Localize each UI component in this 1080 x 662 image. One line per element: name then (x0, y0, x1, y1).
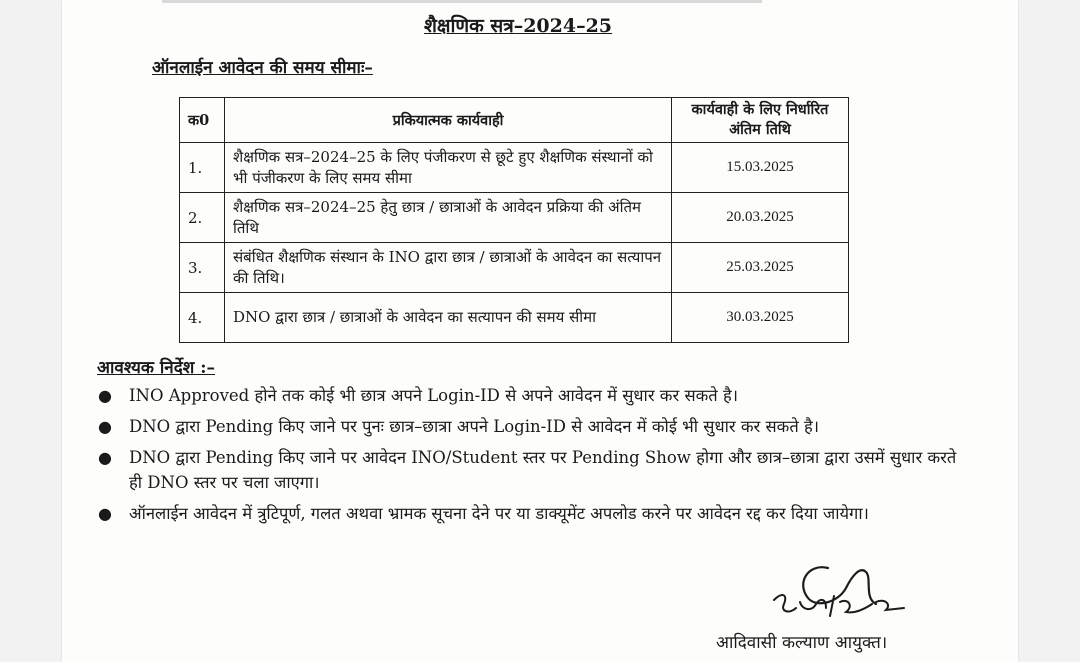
note-text: ऑनलाईन आवेदन में त्रुटिपूर्ण, गलत अथवा भ्रामक सूचना देने पर या डाक्यूमेंट अपलोड करने पर आवेदन रद्द कर दिया जायेगा। (129, 504, 869, 523)
bullet-icon: ● (98, 386, 112, 405)
row-serial: 3. (180, 243, 225, 293)
table-row (180, 143, 849, 193)
instructions-list (98, 383, 958, 532)
row-action: संबंधित शैक्षणिक संस्थान के INO द्वारा छात्र / छात्राओं के आवेदन का सत्यापन की तिथि। (225, 243, 672, 293)
note-text: INO Approved होने तक कोई भी छात्र अपने Login-ID से अपने आवेदन में सुधार कर सकते है। (129, 386, 738, 405)
header-action: प्रकियात्मक कार्यवाही (225, 98, 672, 143)
schedule-table (179, 97, 849, 343)
handwritten-signature (768, 558, 918, 638)
table-row (180, 293, 849, 343)
row-serial: 2. (180, 193, 225, 243)
row-date: 15.03.2025 (672, 143, 849, 193)
header-deadline: कार्यवाही के लिए निर्धारित अंतिम तिथि (672, 98, 849, 143)
row-serial: 1. (180, 143, 225, 193)
bullet-icon: ● (98, 504, 112, 523)
row-serial: 4. (180, 293, 225, 343)
note-text: DNO द्वारा Pending किए जाने पर पुनः छात्र–छात्रा अपने Login-ID से आवेदन में कोई भी सुधार कर सकते है। (129, 417, 820, 436)
table-row (180, 243, 849, 293)
row-action: शैक्षणिक सत्र–2024–25 हेतु छात्र / छात्राओं के आवेदन प्रक्रिया की अंतिम तिथि (225, 193, 672, 243)
table-row (180, 193, 849, 243)
list-item (98, 383, 958, 408)
header-serial: क0 (180, 98, 225, 143)
note-text: DNO द्वारा Pending किए जाने पर आवेदन INO/Student स्तर पर Pending Show होगा और छात्र–छात्रा द्वारा उसमें सुधार करते ही DNO स्तर पर चला जाएगा। (129, 448, 957, 492)
row-date: 25.03.2025 (672, 243, 849, 293)
row-action: DNO द्वारा छात्र / छात्राओं के आवेदन का सत्यापन की समय सीमा (225, 293, 672, 343)
list-item (98, 414, 958, 439)
row-date: 20.03.2025 (672, 193, 849, 243)
bullet-icon: ● (98, 417, 112, 436)
row-action: शैक्षणिक सत्र–2024–25 के लिए पंजीकरण से छूटे हुए शैक्षणिक संस्थानों को भी पंजीकरण के लिए समय सीमा (225, 143, 672, 193)
row-date: 30.03.2025 (672, 293, 849, 343)
list-item (98, 445, 958, 495)
bullet-icon: ● (98, 448, 112, 467)
cropped-header-edge (162, 0, 762, 3)
notes-heading: आवश्यक निर्देश :– (97, 358, 216, 378)
list-item (98, 501, 958, 526)
session-title: शैक्षणिक सत्र–2024–25 (423, 15, 613, 37)
table-header-row (180, 98, 849, 143)
signatory-designation: आदिवासी कल्याण आयुक्त। (716, 633, 888, 653)
deadline-subtitle: ऑनलाईन आवेदन की समय सीमाः– (152, 58, 373, 78)
